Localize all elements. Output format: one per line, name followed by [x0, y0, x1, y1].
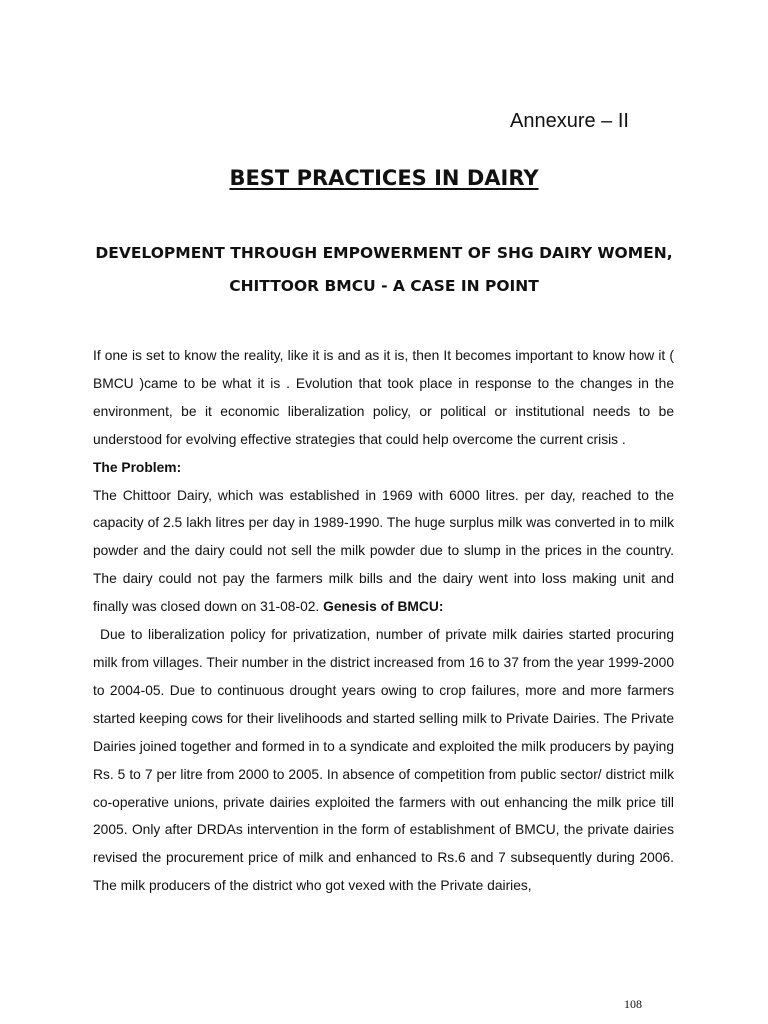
- problem-paragraph: [93, 482, 674, 622]
- subtitle-line-2: CHITTOOR BMCU - A CASE IN POINT: [229, 277, 539, 295]
- problem-text: The Chittoor Dairy, which was established in 1969 with 6000 litres. per day, reached to the capacity of 2.5 lakh litres per day in 1989-1990. The huge surplus milk was converted in to milk powder and the dairy could not sell the milk powder due to slump in the prices in the country. The dairy could not pay the farmers milk bills and the dairy went into loss making unit and finally was closed down on 31-08-02.: [93, 487, 674, 615]
- body-text: [93, 342, 674, 900]
- page-title-text: BEST PRACTICES IN DAIRY: [229, 166, 539, 190]
- subtitle-line-1: DEVELOPMENT THROUGH EMPOWERMENT OF SHG DAIRY WOMEN,: [95, 244, 673, 262]
- genesis-heading: Genesis of BMCU:: [323, 599, 444, 615]
- page-title: [0, 166, 768, 190]
- problem-heading: The Problem:: [93, 459, 182, 475]
- page-number: 108: [624, 997, 642, 1011]
- intro-paragraph: If one is set to know the reality, like it is and as it is, then It becomes important to know how it ( BMCU )came to be what it is . Evolution that took place in response to the changes in the environment, be it economic liberalization policy, or political or institutional needs to be understood for evolving effective strategies that could help overcome the current crisis .: [93, 348, 674, 447]
- annexure-label: Annexure – II: [510, 110, 629, 132]
- genesis-paragraph: Due to liberalization policy for privatization, number of private milk dairies started procuring milk from villages. Their number in the district increased from 16 to 37 from the year 1999-2000 to 2004-05. Due to continuous drought years owing to crop failures, more and more farmers started keeping cows for their livelihoods and started selling milk to Private Dairies. The Private Dairies joined together and formed in to a syndicate and exploited the milk producers by paying Rs. 5 to 7 per litre from 2000 to 2005. In absence of competition from public sector/ district milk co-operative unions, private dairies exploited the farmers with out enhancing the milk price till 2005. Only after DRDAs intervention in the form of establishment of BMCU, the private dairies revised the procurement price of milk and enhanced to Rs.6 and 7 subsequently during 2006. The milk producers of the district who got vexed with the Private dairies,: [93, 627, 674, 894]
